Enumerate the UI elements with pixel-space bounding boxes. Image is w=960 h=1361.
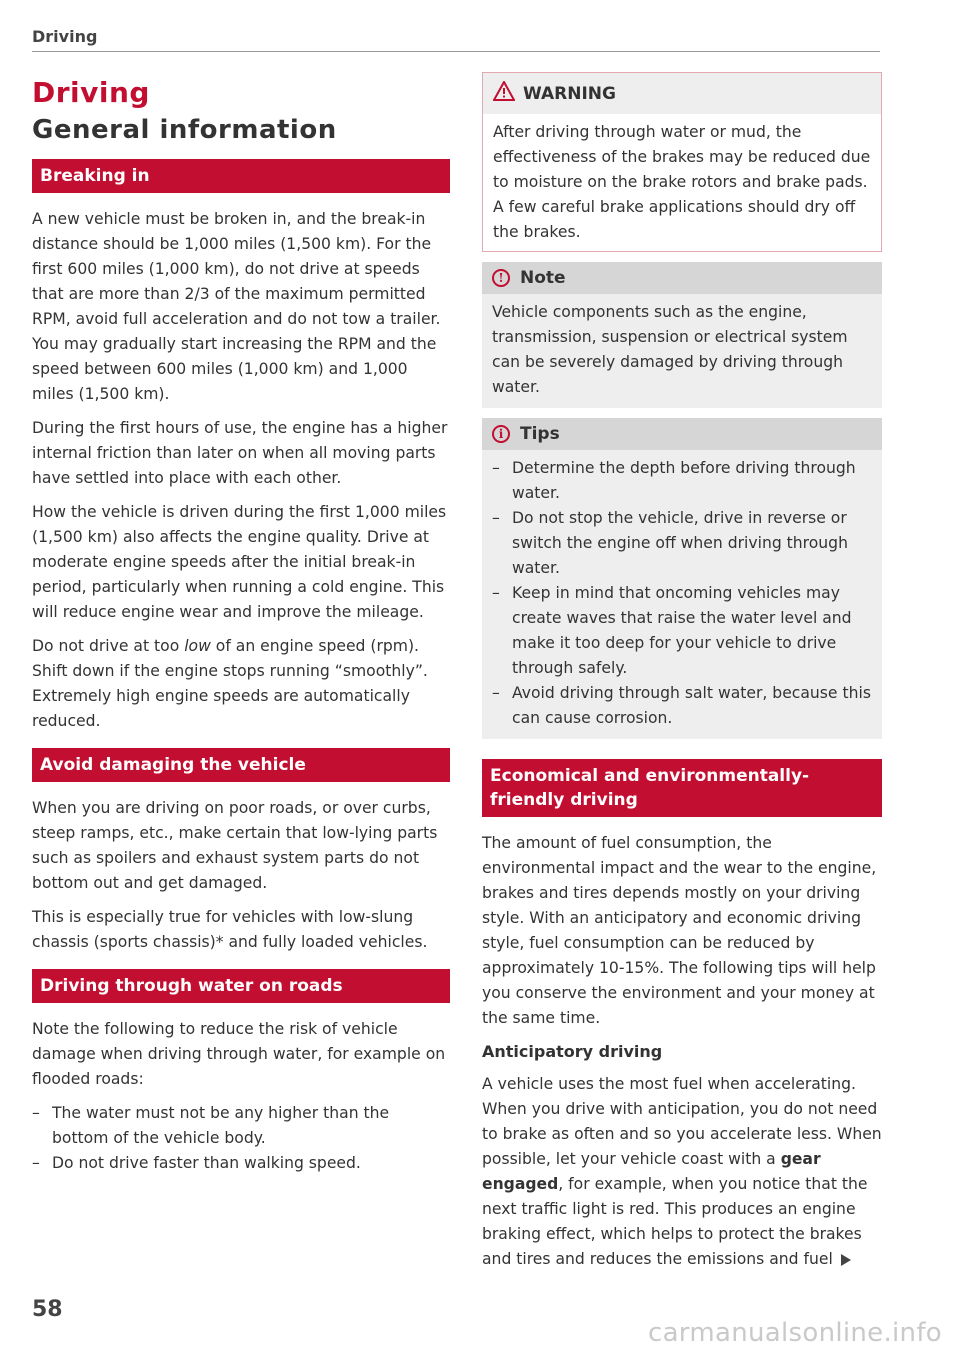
breaking-in-p4 [32, 634, 450, 734]
economical-p2-pre: A vehicle uses the most fuel when accelerating. When you drive with anticipation, you do not need to brake as often and so you accelerate less. When possible, let your vehicle coast with a [482, 1075, 882, 1168]
tips-info-icon: i [492, 425, 510, 443]
warning-box [482, 72, 882, 252]
economical-heading: Economical and environmentally-friendly driving [482, 759, 882, 817]
list-item: – Determine the depth before driving through water. [492, 459, 856, 502]
tips-box [482, 418, 882, 739]
chapter-title: Driving [32, 76, 150, 109]
breaking-in-p4-post: of an engine speed (rpm). Shift down if the engine stops running “smoothly”. Extremely high engine speeds are automatically reduced. [32, 637, 428, 730]
economical-p1: The amount of fuel consumption, the environmental impact and the wear to the engine, brakes and tires depends mostly on your driving style. With an anticipatory and economic driving style, fuel consumption can be reduced by approximately 10-15%. The following tips will help you conserve the environment and your money at the same time. [482, 834, 877, 1027]
avoid-damage-p1: When you are driving on poor roads, or over curbs, steep ramps, etc., make certain that low-lying parts such as spoilers and exhaust system parts do not bottom out and get damaged. [32, 799, 438, 892]
note-label: Note [520, 268, 566, 288]
right-column [482, 72, 882, 1281]
left-column [32, 72, 450, 1184]
economical-p2 [482, 1072, 882, 1272]
economical-p2-bold: gear engaged [482, 1150, 821, 1193]
economical-p2-mid: , for example, when you notice that the next traffic light is red. This produces an engine braking effect, which helps to protect the brakes and tires and reduces the emissions and fuel [482, 1175, 868, 1268]
breaking-in-p4-em: low [184, 637, 211, 655]
tips-header [482, 418, 882, 450]
note-text: Vehicle components such as the engine, transmission, suspension or electrical system can be severely damaged by driving through water. [492, 303, 848, 396]
note-exclamation-icon: ! [492, 269, 510, 287]
tips-list [492, 456, 872, 731]
page-number: 58 [32, 1297, 63, 1322]
header-rule [32, 51, 880, 52]
continue-arrow-icon [841, 1254, 851, 1266]
water-p1: Note the following to reduce the risk of vehicle damage when driving through water, for example on flooded roads: [32, 1020, 446, 1088]
warning-text: After driving through water or mud, the effectiveness of the brakes may be reduced due to moisture on the brake rotors and brake pads. A few careful brake applications should dry off the brakes. [493, 123, 871, 241]
breaking-in-heading: Breaking in [32, 159, 450, 193]
list-item: – The water must not be any higher than the bottom of the vehicle body. [32, 1104, 390, 1147]
list-item: – Do not drive faster than walking speed. [32, 1154, 361, 1172]
warning-label: WARNING [523, 83, 616, 104]
water-heading: Driving through water on roads [32, 969, 450, 1003]
breaking-in-p2: During the first hours of use, the engine has a higher internal friction than later on when all moving parts have settled into place with each other. [32, 419, 448, 487]
breaking-in-p1: A new vehicle must be broken in, and the break-in distance should be 1,000 miles (1,500 km). For the first 600 miles (1,000 km), do not drive at speeds that are more than 2/3 of the maximum permitted RPM, avoid full acceleration and do not tow a trailer. You may gradually start increasing the RPM and the speed between 600 miles (1,000 km) and 1,000 miles (1,500 km). [32, 210, 441, 403]
warning-header [483, 73, 881, 114]
avoid-damage-heading: Avoid damaging the vehicle [32, 748, 450, 782]
note-header [482, 262, 882, 294]
water-list [32, 1101, 450, 1176]
tips-label: Tips [520, 424, 560, 444]
breaking-in-p4-pre: Do not drive at too [32, 637, 185, 655]
running-header: Driving [32, 27, 98, 46]
watermark: carmanualsonline.info [647, 1318, 942, 1348]
list-item: – Do not stop the vehicle, drive in reverse or switch the engine off when driving through water. [492, 509, 848, 577]
warning-triangle-icon [493, 81, 515, 106]
note-box [482, 262, 882, 408]
breaking-in-p3: How the vehicle is driven during the first 1,000 miles (1,500 km) also affects the engine quality. Drive at moderate engine speeds after the initial break-in period, particularly when running a cold engine. This will reduce engine wear and improve the mileage. [32, 503, 447, 621]
section-title: General information [32, 115, 337, 145]
avoid-damage-p2: This is especially true for vehicles with low-slung chassis (sports chassis)* and fully loaded vehicles. [32, 908, 428, 951]
list-item: – Keep in mind that oncoming vehicles may create waves that raise the water level and make it too deep for your vehicle to drive through safely. [492, 584, 852, 677]
list-item: – Avoid driving through salt water, because this can cause corrosion. [492, 684, 871, 727]
anticipatory-subheading: Anticipatory driving [482, 1042, 663, 1061]
